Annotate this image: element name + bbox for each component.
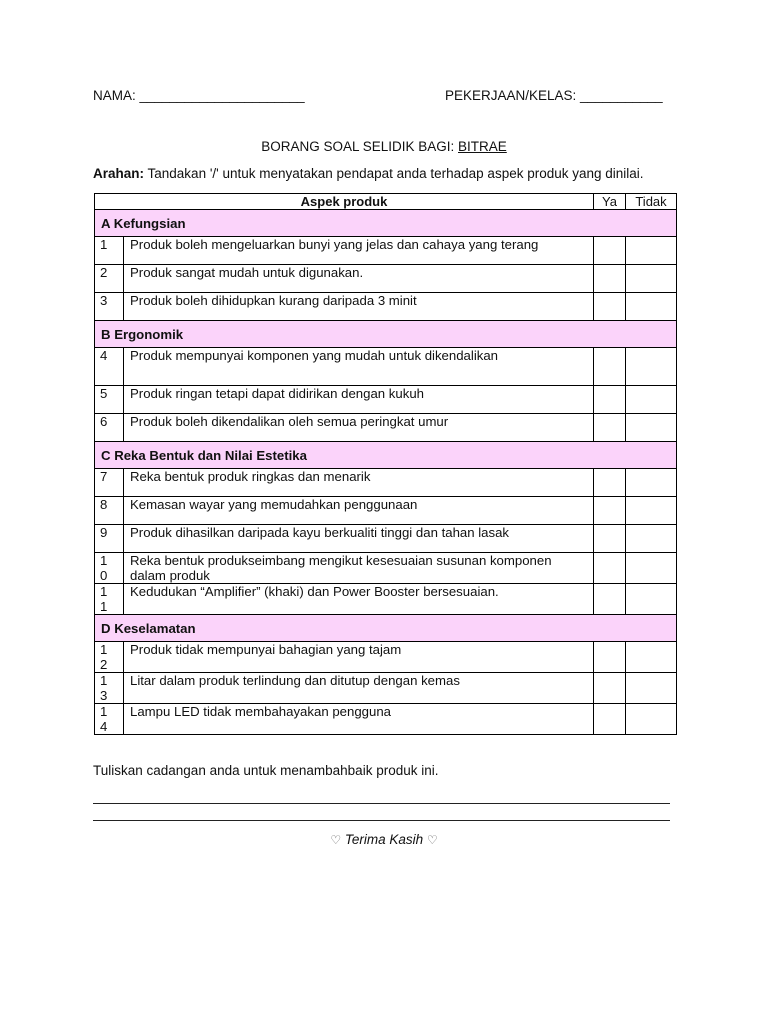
section-a-row [95, 210, 677, 237]
thank-you-note [0, 832, 768, 847]
tidak-cell[interactable] [626, 584, 677, 615]
section-title: D Keselamatan [95, 615, 677, 642]
tidak-cell[interactable] [626, 414, 677, 442]
item-text: Produk sangat mudah untuk digunakan. [124, 265, 594, 293]
section-title: A Kefungsian [95, 210, 677, 237]
form-title-prefix: BORANG SOAL SELIDIK BAGI: [261, 139, 459, 154]
item-number: 8 [100, 497, 108, 512]
item-number: 2 [100, 265, 108, 280]
tidak-cell[interactable] [626, 497, 677, 525]
item-number: 5 [100, 386, 108, 401]
item-number: 13 [100, 673, 108, 703]
tidak-cell[interactable] [626, 553, 677, 584]
form-title [0, 139, 768, 154]
ya-cell[interactable] [594, 704, 626, 735]
suggestion-prompt: Tuliskan cadangan anda untuk menambahbaik produk ini. [93, 763, 439, 778]
item-text: Reka bentuk produkseimbang mengikut kesesuaian susunan komponen dalam produk [124, 553, 594, 584]
ya-cell[interactable] [594, 348, 626, 386]
tidak-cell[interactable] [626, 642, 677, 673]
table-row [95, 584, 677, 615]
section-c-row [95, 442, 677, 469]
ya-cell[interactable] [594, 293, 626, 321]
instructions [93, 166, 644, 181]
ya-cell[interactable] [594, 553, 626, 584]
thank-you-text: Terima Kasih [344, 832, 424, 847]
tidak-cell[interactable] [626, 469, 677, 497]
table-row [95, 293, 677, 321]
heart-icon: ♡ [426, 833, 438, 847]
item-number: 10 [100, 553, 108, 583]
item-text: Kemasan wayar yang memudahkan penggunaan [124, 497, 594, 525]
table-row [95, 525, 677, 553]
questionnaire-table [94, 193, 677, 735]
item-text: Produk boleh dihidupkan kurang daripada 3 minit [124, 293, 594, 321]
ya-cell[interactable] [594, 386, 626, 414]
tidak-cell[interactable] [626, 386, 677, 414]
item-text: Produk tidak mempunyai bahagian yang tajam [124, 642, 594, 673]
heart-icon: ♡ [330, 833, 342, 847]
item-text: Produk boleh mengeluarkan bunyi yang jelas dan cahaya yang terang [124, 237, 594, 265]
ya-cell[interactable] [594, 584, 626, 615]
item-text: Litar dalam produk terlindung dan ditutup dengan kemas [124, 673, 594, 704]
product-name: BITRAE [458, 139, 507, 154]
item-number: 4 [100, 348, 108, 363]
section-title: B Ergonomik [95, 321, 677, 348]
item-text: Produk mempunyai komponen yang mudah untuk dikendalikan [124, 348, 594, 386]
table-row [95, 348, 677, 386]
ya-cell[interactable] [594, 673, 626, 704]
table-row [95, 704, 677, 735]
item-text: Lampu LED tidak membahayakan pengguna [124, 704, 594, 735]
table-row [95, 497, 677, 525]
class-field[interactable]: PEKERJAAN/KELAS: ___________ [445, 88, 663, 103]
table-row [95, 673, 677, 704]
item-text: Produk ringan tetapi dapat didirikan dengan kukuh [124, 386, 594, 414]
table-header-row [95, 194, 677, 210]
item-number: 9 [100, 525, 108, 540]
item-number: 1 [100, 237, 108, 252]
ya-cell[interactable] [594, 469, 626, 497]
ya-cell[interactable] [594, 265, 626, 293]
table-row [95, 553, 677, 584]
col-tidak: Tidak [626, 194, 677, 210]
suggestion-line-2[interactable] [93, 820, 670, 821]
table-row [95, 414, 677, 442]
table-row [95, 642, 677, 673]
tidak-cell[interactable] [626, 704, 677, 735]
section-b-row [95, 321, 677, 348]
table-row [95, 265, 677, 293]
item-number: 6 [100, 414, 108, 429]
item-number: 12 [100, 642, 108, 672]
item-text: Produk dihasilkan daripada kayu berkualiti tinggi dan tahan lasak [124, 525, 594, 553]
tidak-cell[interactable] [626, 525, 677, 553]
name-field[interactable]: NAMA: ______________________ [93, 88, 305, 103]
instructions-text: Tandakan '/' untuk menyatakan pendapat anda terhadap aspek produk yang dinilai. [144, 166, 644, 181]
col-ya: Ya [594, 194, 626, 210]
table-row [95, 237, 677, 265]
item-number: 7 [100, 469, 108, 484]
col-aspek: Aspek produk [95, 194, 594, 210]
ya-cell[interactable] [594, 642, 626, 673]
tidak-cell[interactable] [626, 348, 677, 386]
item-number: 14 [100, 704, 108, 734]
tidak-cell[interactable] [626, 293, 677, 321]
tidak-cell[interactable] [626, 237, 677, 265]
item-text: Produk boleh dikendalikan oleh semua peringkat umur [124, 414, 594, 442]
ya-cell[interactable] [594, 237, 626, 265]
item-text: Reka bentuk produk ringkas dan menarik [124, 469, 594, 497]
section-d-row [95, 615, 677, 642]
table-row [95, 469, 677, 497]
table-row [95, 386, 677, 414]
section-title: C Reka Bentuk dan Nilai Estetika [95, 442, 677, 469]
ya-cell[interactable] [594, 497, 626, 525]
item-text: Kedudukan “Amplifier” (khaki) dan Power Booster bersesuaian. [124, 584, 594, 615]
ya-cell[interactable] [594, 525, 626, 553]
instructions-label: Arahan: [93, 166, 145, 181]
item-number: 3 [100, 293, 108, 308]
tidak-cell[interactable] [626, 673, 677, 704]
suggestion-line-1[interactable] [93, 803, 670, 804]
tidak-cell[interactable] [626, 265, 677, 293]
ya-cell[interactable] [594, 414, 626, 442]
item-number: 11 [100, 584, 108, 614]
